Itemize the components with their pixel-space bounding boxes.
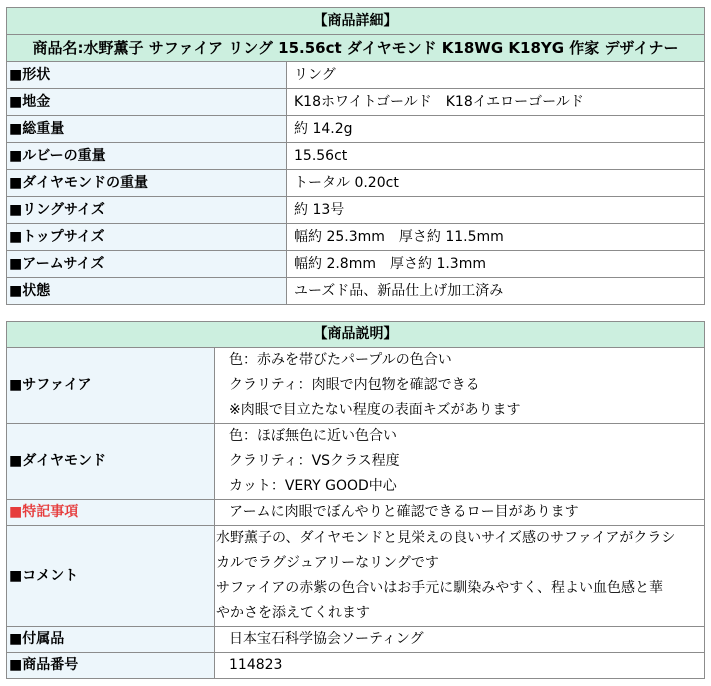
comment-line: サファイアの赤紫の色合いはお手元に馴染みやすく、程よい血色感と華 <box>216 580 664 596</box>
sapphire-details <box>215 348 705 424</box>
detail-label: ■リングサイズ <box>7 197 287 224</box>
desc-label: ■ダイヤモンド <box>7 424 215 500</box>
detail-label: ■形状 <box>7 62 287 89</box>
product-description-table <box>6 321 705 679</box>
detail-value: ユーズド品、新品仕上げ加工済み <box>287 278 705 305</box>
product-name: 商品名:水野薫子 サファイア リング 15.56ct ダイヤモンド K18WG K18YG 作家 デザイナー <box>7 35 705 62</box>
detail-row-shape <box>7 62 705 89</box>
details-header: 【商品詳細】 <box>7 8 705 35</box>
comment-line: 水野薫子の、ダイヤモンドと見栄えの良いサイズ感のサファイアがクラシ <box>216 530 676 546</box>
diamond-color: 色：ほぼ無色に近い色合い <box>229 428 397 444</box>
detail-row-ring-size <box>7 197 705 224</box>
detail-row-condition <box>7 278 705 305</box>
detail-label: ■地金 <box>7 89 287 116</box>
detail-row-metal <box>7 89 705 116</box>
detail-value: K18ホワイトゴールド K18イエローゴールド <box>287 89 705 116</box>
detail-row-top-size <box>7 224 705 251</box>
comment-text <box>215 526 705 627</box>
desc-label: ■コメント <box>7 526 215 627</box>
detail-value: トータル 0.20ct <box>287 170 705 197</box>
desc-row-special-notes <box>7 500 705 526</box>
detail-row-diamond-weight <box>7 170 705 197</box>
detail-row-ruby-weight <box>7 143 705 170</box>
detail-value: 約 14.2g <box>287 116 705 143</box>
detail-label: ■トップサイズ <box>7 224 287 251</box>
desc-row-sapphire <box>7 348 705 424</box>
desc-row-accessories <box>7 627 705 653</box>
detail-value: 幅約 25.3mm 厚さ約 11.5mm <box>287 224 705 251</box>
desc-row-item-number <box>7 653 705 679</box>
diamond-cut: カット：VERY GOOD中心 <box>229 478 397 494</box>
item-number-value: 114823 <box>215 653 705 679</box>
detail-value: 15.56ct <box>287 143 705 170</box>
product-details-table <box>6 7 705 305</box>
detail-label: ■総重量 <box>7 116 287 143</box>
accessories-value: 日本宝石科学協会ソーティング <box>215 627 705 653</box>
desc-row-comment <box>7 526 705 627</box>
detail-value: 幅約 2.8mm 厚さ約 1.3mm <box>287 251 705 278</box>
sapphire-color: 色：赤みを帯びたパープルの色合い <box>229 352 452 368</box>
detail-row-total-weight <box>7 116 705 143</box>
detail-label: ■ダイヤモンドの重量 <box>7 170 287 197</box>
diamond-clarity: クラリティ：VSクラス程度 <box>229 453 400 469</box>
detail-label: ■ルビーの重量 <box>7 143 287 170</box>
desc-row-diamond <box>7 424 705 500</box>
detail-row-arm-size <box>7 251 705 278</box>
desc-label: ■付属品 <box>7 627 215 653</box>
detail-value: 約 13号 <box>287 197 705 224</box>
description-header: 【商品説明】 <box>7 322 705 348</box>
diamond-details <box>215 424 705 500</box>
special-notes-label: ■特記事項 <box>7 500 215 526</box>
comment-line: やかさを添えてくれます <box>216 605 370 621</box>
detail-value: リング <box>287 62 705 89</box>
detail-label: ■アームサイズ <box>7 251 287 278</box>
detail-label: ■状態 <box>7 278 287 305</box>
sapphire-note: ※肉眼で目立たない程度の表面キズがあります <box>229 402 521 418</box>
comment-line: カルでラグジュアリーなリングです <box>216 555 439 571</box>
desc-label: ■サファイア <box>7 348 215 424</box>
desc-label: ■商品番号 <box>7 653 215 679</box>
special-notes-value: アームに肉眼でぼんやりと確認できるロー目があります <box>215 500 705 526</box>
sapphire-clarity: クラリティ：肉眼で内包物を確認できる <box>229 377 480 393</box>
